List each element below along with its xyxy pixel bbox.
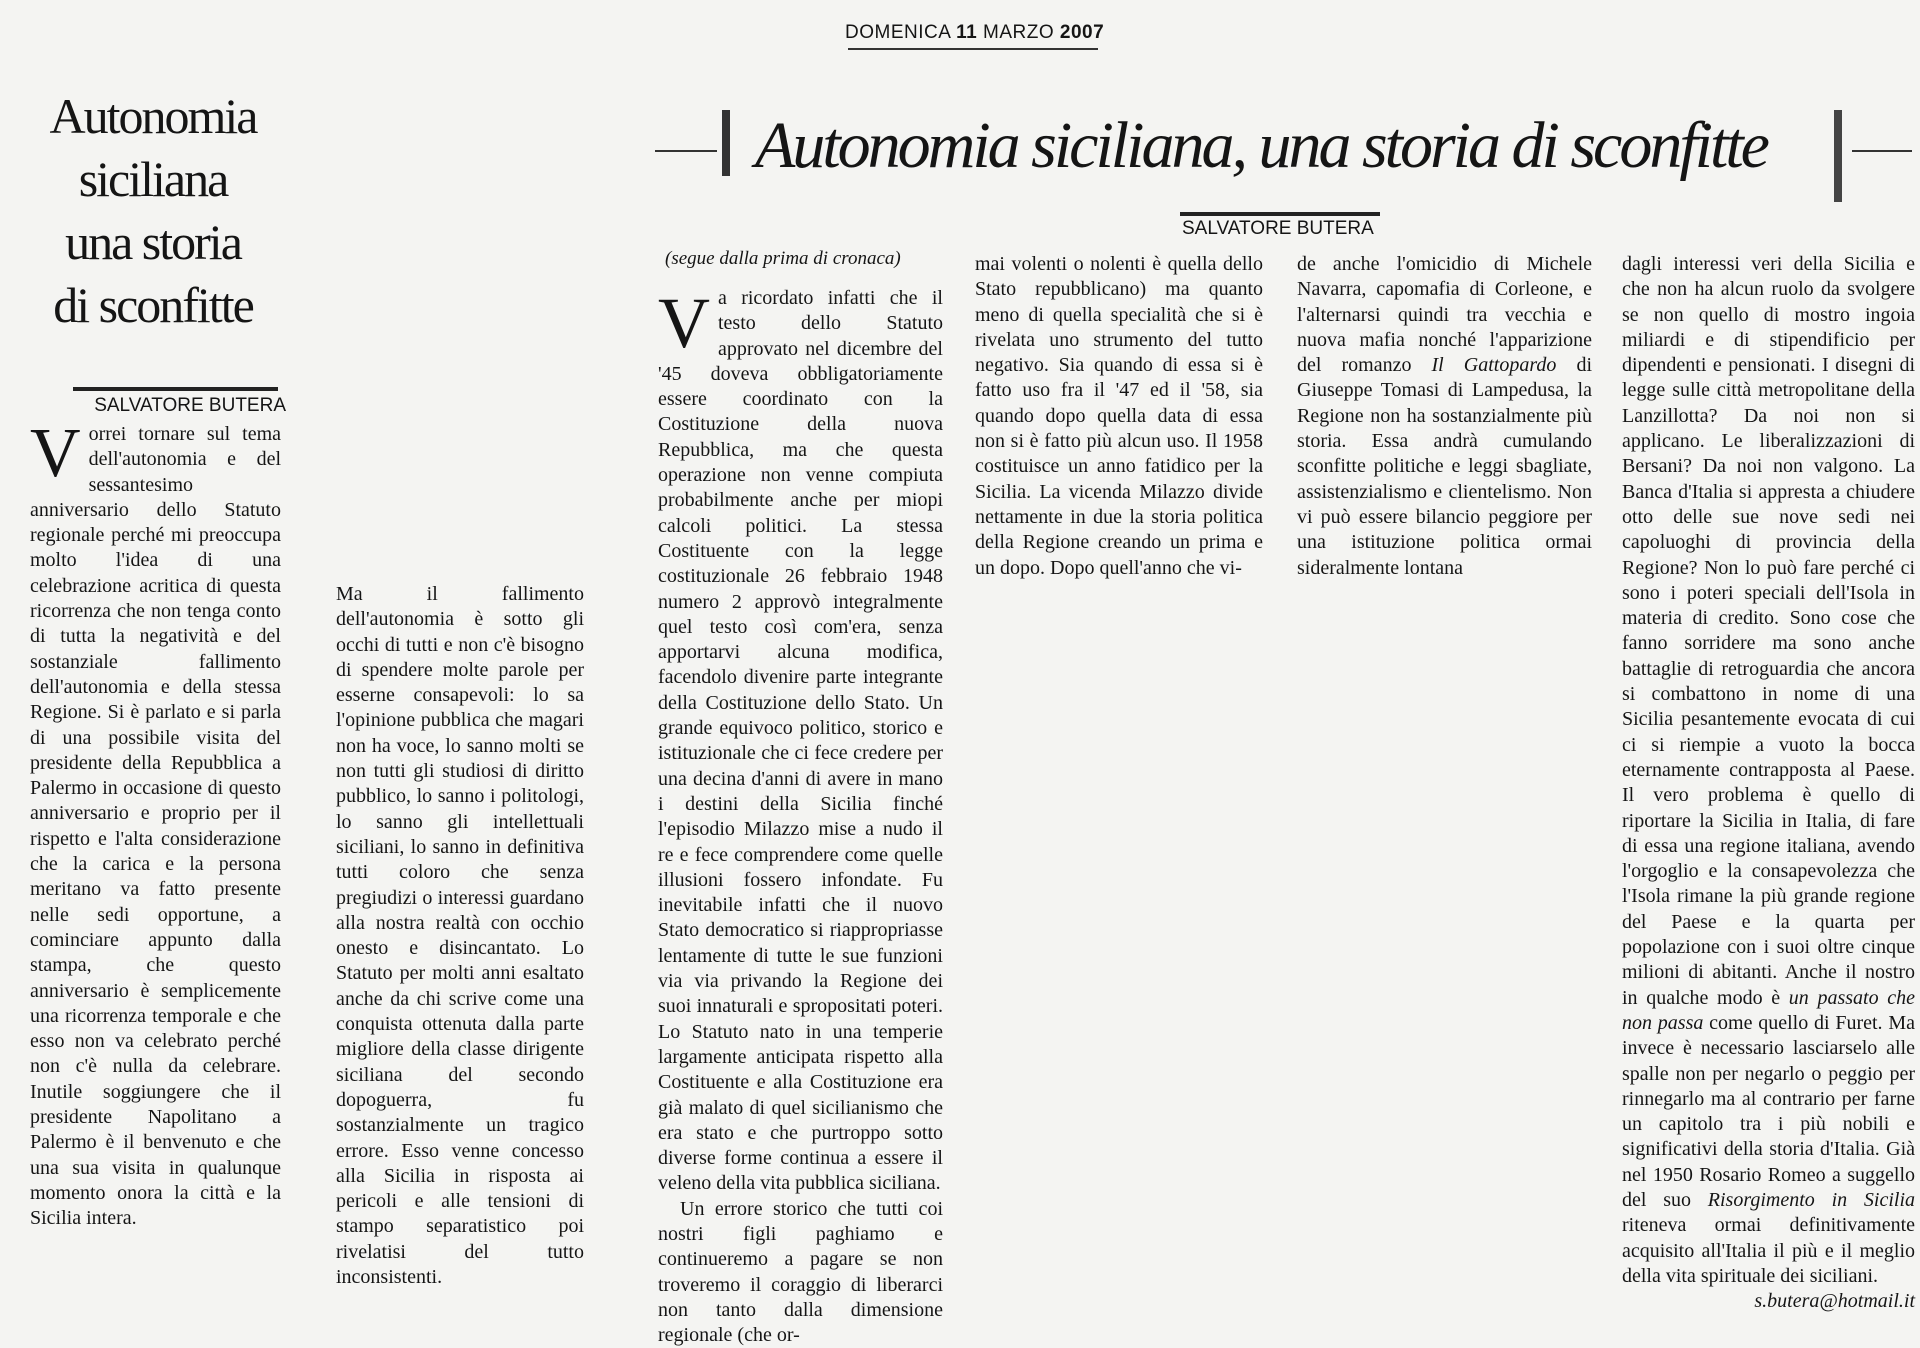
drop-cap: V [658, 283, 710, 363]
date-year: 2007 [1059, 22, 1105, 43]
left-byline: SALVATORE BUTERA [94, 395, 286, 416]
headline-bar-left [722, 110, 730, 176]
article-column-2-text: mai volenti o nolenti è quella dello Stato repubblicano) ma quanto meno di quella specialità che si è rivelata uno strumento del tutto negativo. Sia quando di essa si è fatto uso fra il '47 ed il '58, sia quando dopo quella data di essa non si è fatto più alcun uso. Il 1958 costituisce un anno fatidico per la Sicilia. La vicenda Milazzo divide nettamente in due la storia politica della Regione creando un prima e un dopo. Dopo quell'anno che vi- [975, 253, 1263, 579]
left-column-1 [30, 415, 281, 1232]
novel-title: Il Gattopardo [1431, 354, 1557, 377]
headline-bar-right [1834, 110, 1842, 202]
left-column-2-text: Ma il fallimento dell'autonomia è sotto gli occhi di tutti e non c'è bisogno di spendere molte parole per esserne consapevoli: lo sa l'opinione pubblica che magari non ha voce, lo sanno molti se non tutti gli studiosi di diritto pubblico, lo sanno i politologi, lo sanno gli intellettuali siciliani, lo sanno in definitiva tutti coloro che senza pregiudizi o interessi guardano alla nostra realtà con occhio onesto e disincantato. Lo Statuto per molti anni esaltato anche da chi scrive come una conquista ottenuta dalla parte migliore della classe dirigente siciliana del secondo dopoguerra, fu sostanzialmente un tragico errore. Esso venne concesso alla Sicilia in risposta ai pericoli e alle tensioni di stampo separatistico poi rivelatisi del tutto inconsistenti. [336, 583, 584, 1289]
article-byline-rule [1180, 212, 1380, 216]
article-column-3 [1297, 252, 1592, 581]
date-underline [848, 48, 1098, 50]
left-column-2 [336, 582, 584, 1290]
article-column-3-text-a: de anche l'omicidio di Michele Navarra, capomafia di Corleone, e l'alternarsi quindi tra vecchia e nuova mafia nonché l'apparizione del romanzo [1297, 253, 1592, 377]
author-email: s.butera@hotmail.it [1754, 1290, 1915, 1313]
date-day: 11 [956, 22, 978, 43]
book-title: Risorgimento in Sicilia [1707, 1188, 1915, 1211]
article-column-2 [975, 252, 1263, 581]
article-column-4-text-b: come quello di Furet. Ma invece è necessario lasciarselo alle spalle non per negarlo o peggio per rinnegarlo ma al contrario per farne un capitolo tra i più nobili e significativi della storia d'Italia. Già nel 1950 Rosario Romeo a suggello del suo [1622, 1011, 1915, 1211]
article-column-1-para-2: Un errore storico che tutti coi nostri figli paghiamo e continueremo a pagare se non troveremo il coraggio di liberarci non tanto dalla dimensione regionale (che or- [658, 1197, 943, 1347]
issue-date [845, 22, 1104, 44]
left-title-line: di sconfitte [53, 277, 253, 333]
article-headline: Autonomia siciliana, una storia di sconfitte [755, 109, 1767, 182]
article-column-1-para-1: Va ricordato infatti che il testo dello Statuto approvato nel dicembre del '45 doveva obbligatoriamente essere coordinato con la Costituzione della nuova Repubblica, ma che questa operazione non venne compiuta probabilmente anche per miopi calcoli politici. La stessa Costituente con la legge costituzionale 26 febbraio 1948 numero 2 approvò integralmente quel testo così com'era, senza apportarvi alcuna modifica, facendolo divenire parte integrante della Costituzione dello Stato. Un grande equivoco politico, storico e istituzionale che ci fece credere per una decina d'anni di avere in mano i destini della Sicilia finché l'episodio Milazzo mise a nudo il re e fece comprendere come quelle illusioni fossero infondate. Fu inevitabile infatti che il nuovo Stato democratico si riappropriasse lentamente di tutte le sue funzioni via via privando la Regione dei suoi innaturali e spropositati poteri. Lo Statuto nato in una temperie largamente anticipata rispetto alla Costituente e alla Costituzione era già malato di quel sicilianismo che era stato e che purtroppo sotto diverse forme continua a essere il veleno della vita pubblica siciliana. [658, 283, 943, 1195]
left-title-line: Autonomia [49, 88, 257, 144]
article-column-3-text [1297, 252, 1592, 581]
italic-phrase: un passato che non passa [1622, 986, 1915, 1034]
article-column-3-text-b: di Giuseppe Tomasi di Lampedusa, la Regione non ha sostanzialmente più storia. Essa andrà cumulando sconfitte politiche e leggi sbagliate, assistenzialismo e clientelismo. Non vi può essere bilancio peggiore per una istituzione politica ormai sideralmente lontana [1297, 354, 1592, 579]
headline-rule-left [655, 150, 717, 152]
article-column-1 [658, 283, 943, 1348]
article-column-4-text-c: riteneva ormai definitivamente acquisito all'Italia il più e il meglio della vita spirituale dei siciliani. [1622, 1214, 1915, 1287]
date-weekday: DOMENICA [845, 22, 951, 43]
article-byline: SALVATORE BUTERA [1182, 218, 1374, 239]
article-column-4 [1622, 252, 1915, 1314]
left-title-line: una storia [65, 214, 241, 270]
left-column-1-text: Vorrei tornare sul tema dell'autonomia e del sessantesimo anniversario dello Statuto regionale perché mi preoccupa molto l'idea di una celebrazione acritica di questa ricorrenza che non tenga conto di tutta la negatività e del sostanziale fallimento dell'autonomia e della stessa Regione. Si è parlato e si parla di una possibile visita del presidente della Repubblica a Palermo in occasione di questo anniversario e proprio per il rispetto e l'alta considerazione che la carica e la persona meritano va fatto presente nelle sedi opportune, a cominciare appunto dalla stampa, che questo anniversario è semplicemente una ricorrenza temporale e che esso non va celebrato perché non c'è nulla da celebrare. Inutile soggiungere che il presidente Napolitano a Palermo è il benvenuto e che una sua visita in qualunque momento onora la città e la Sicilia intera. [30, 415, 281, 1230]
article-column-4-text-a: dagli interessi veri della Sicilia e che non ha alcun ruolo da svolgere se non quello di mostro ingoia miliardi e di stipendificio per dipendenti e pensionati. I disegni di legge sulle città metropolitane della Lanzillotta? Da noi non si applicano. Le liberalizzazioni di Bersani? Da noi non valgono. La Banca d'Italia si appresta a chiudere otto delle sue nove sedi nei capoluoghi di provincia della Regione? Non lo può fare perché ci sono i poteri speciali dell'Isola in materia di credito. Sono cose che fanno sorridere ma sono anche battaglie di retroguardia che ancora si combattono in nome di una Sicilia pesantemente evocata di cui ci si riempie a vuoto la bocca eternamente contrapposta al Paese. Il vero problema è quello di riportare la Sicilia in Italia, di fare di essa una regione italiana, avendo l'orgoglio e la consapevolezza che l'Isola rimane la più grande regione del Paese e la quarta per popolazione con i suoi oltre cinque milioni di abitanti. Anche il nostro in qualche modo è [1622, 253, 1915, 1009]
left-title-line: siciliana [78, 151, 228, 207]
left-title [18, 85, 288, 337]
continued-note: (segue dalla prima di cronaca) [665, 248, 901, 269]
drop-cap: V [30, 415, 81, 492]
date-month: MARZO [983, 22, 1055, 43]
left-byline-rule [73, 387, 278, 391]
article-column-4-text [1622, 252, 1915, 1289]
headline-rule-right [1852, 150, 1912, 152]
